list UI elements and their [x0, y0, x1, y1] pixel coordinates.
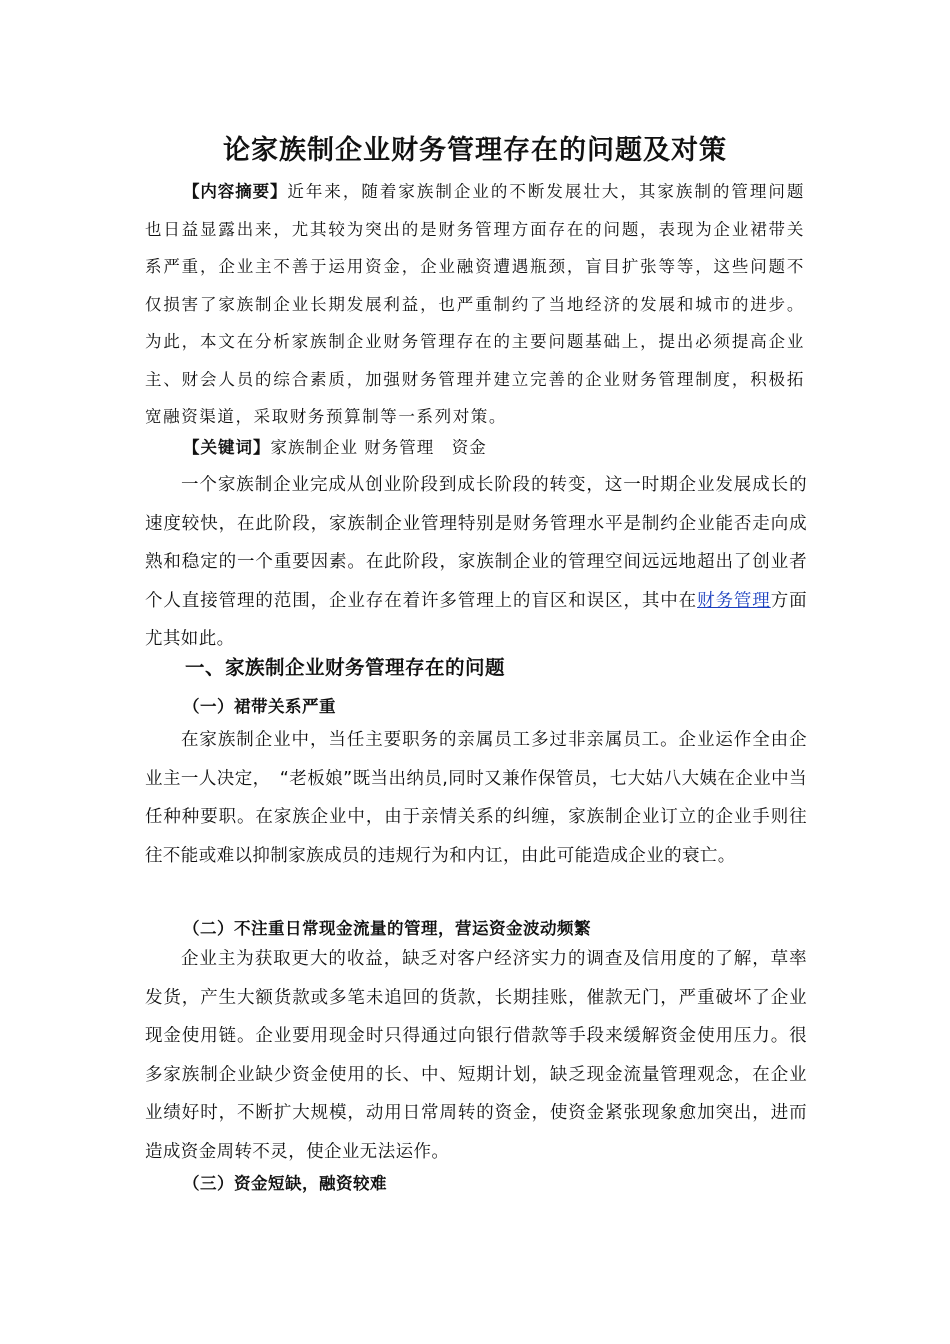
subsection-2-paragraph: 企业主为获取更大的收益，缺乏对客户经济实力的调查及信用度的了解，草率发货，产生大额货款或多笔未追回的货款，长期挂账，催款无门，严重破坏了企业现金使用链。企业要用现金时只得通过向银行借款等手段来缓解资金使用压力。很多家族制企业缺少资金使用的长、中、短期计划，缺乏现金流量管理观念，在企业业绩好时，不断扩大规模，动用日常周转的资金，使资金紧张现象愈加突出，进而造成资金周转不灵，使企业无法运作。: [145, 949, 807, 1162]
subsection-heading-3: （三）资金短缺，融资较难: [183, 1174, 387, 1193]
section-heading-problems: 一、家族制企业财务管理存在的问题: [185, 656, 506, 679]
intro-text-before-link: 一个家族制企业完成从创业阶段到成长阶段的转变，这一时期企业发展成长的速度较快，在此阶段，家族制企业管理特别是财务管理水平是制约企业能否走向成熟和稳定的一个重要因素。在此阶段，家族制企业的管理空间远远地超出了创业者个人直接管理的范围，企业存在着许多管理上的盲区和误区，其中在: [145, 475, 807, 611]
subsection-heading-2: （二）不注重日常现金流量的管理，营运资金波动频繁: [183, 919, 591, 938]
keywords-line: [183, 433, 803, 463]
subsection-heading-1: （一）裙带关系严重: [183, 697, 336, 716]
keywords-tag: 【关键词】: [183, 438, 271, 457]
intro-paragraph: [145, 466, 807, 659]
keywords-text: 家族制企业 财务管理 资金: [270, 438, 487, 457]
financial-management-link[interactable]: 财务管理: [697, 590, 771, 611]
paper-title: 论家族制企业财务管理存在的问题及对策: [223, 135, 727, 166]
abstract-text: 近年来，随着家族制企业的不断发展壮大，其家族制的管理问题也日益显露出来，尤其较为突出的是财务管理方面存在的问题，表现为企业裙带关系严重，企业主不善于运用资金，企业融资遭遇瓶颈，盲目扩张等等，这些问题不仅损害了家族制企业长期发展利益，也严重制约了当地经济的发展和城市的进步。为此，本文在分析家族制企业财务管理存在的主要问题基础上，提出必须提高企业主、财会人员的综合素质，加强财务管理并建立完善的企业财务管理制度，积极拓宽融资渠道，采取财务预算制等一系列对策。: [145, 182, 805, 426]
abstract-paragraph: [145, 173, 805, 436]
intro-text-after-link: 方面尤其如此。: [145, 590, 807, 649]
abstract-tag: 【内容摘要】: [183, 182, 288, 201]
subsection-1-paragraph: 在家族制企业中，当任主要职务的亲属员工多过非亲属员工。企业运作全由企业主一人决定， “老板娘”既当出纳员,同时又兼作保管员，七大姑八大姨在企业中当任种种要职。在家族企业中，由于亲情关系的纠缠，家族制企业订立的企业手则往往不能或难以抑制家族成员的违规行为和内讧，由此可能造成企业的衰亡。: [145, 730, 807, 866]
